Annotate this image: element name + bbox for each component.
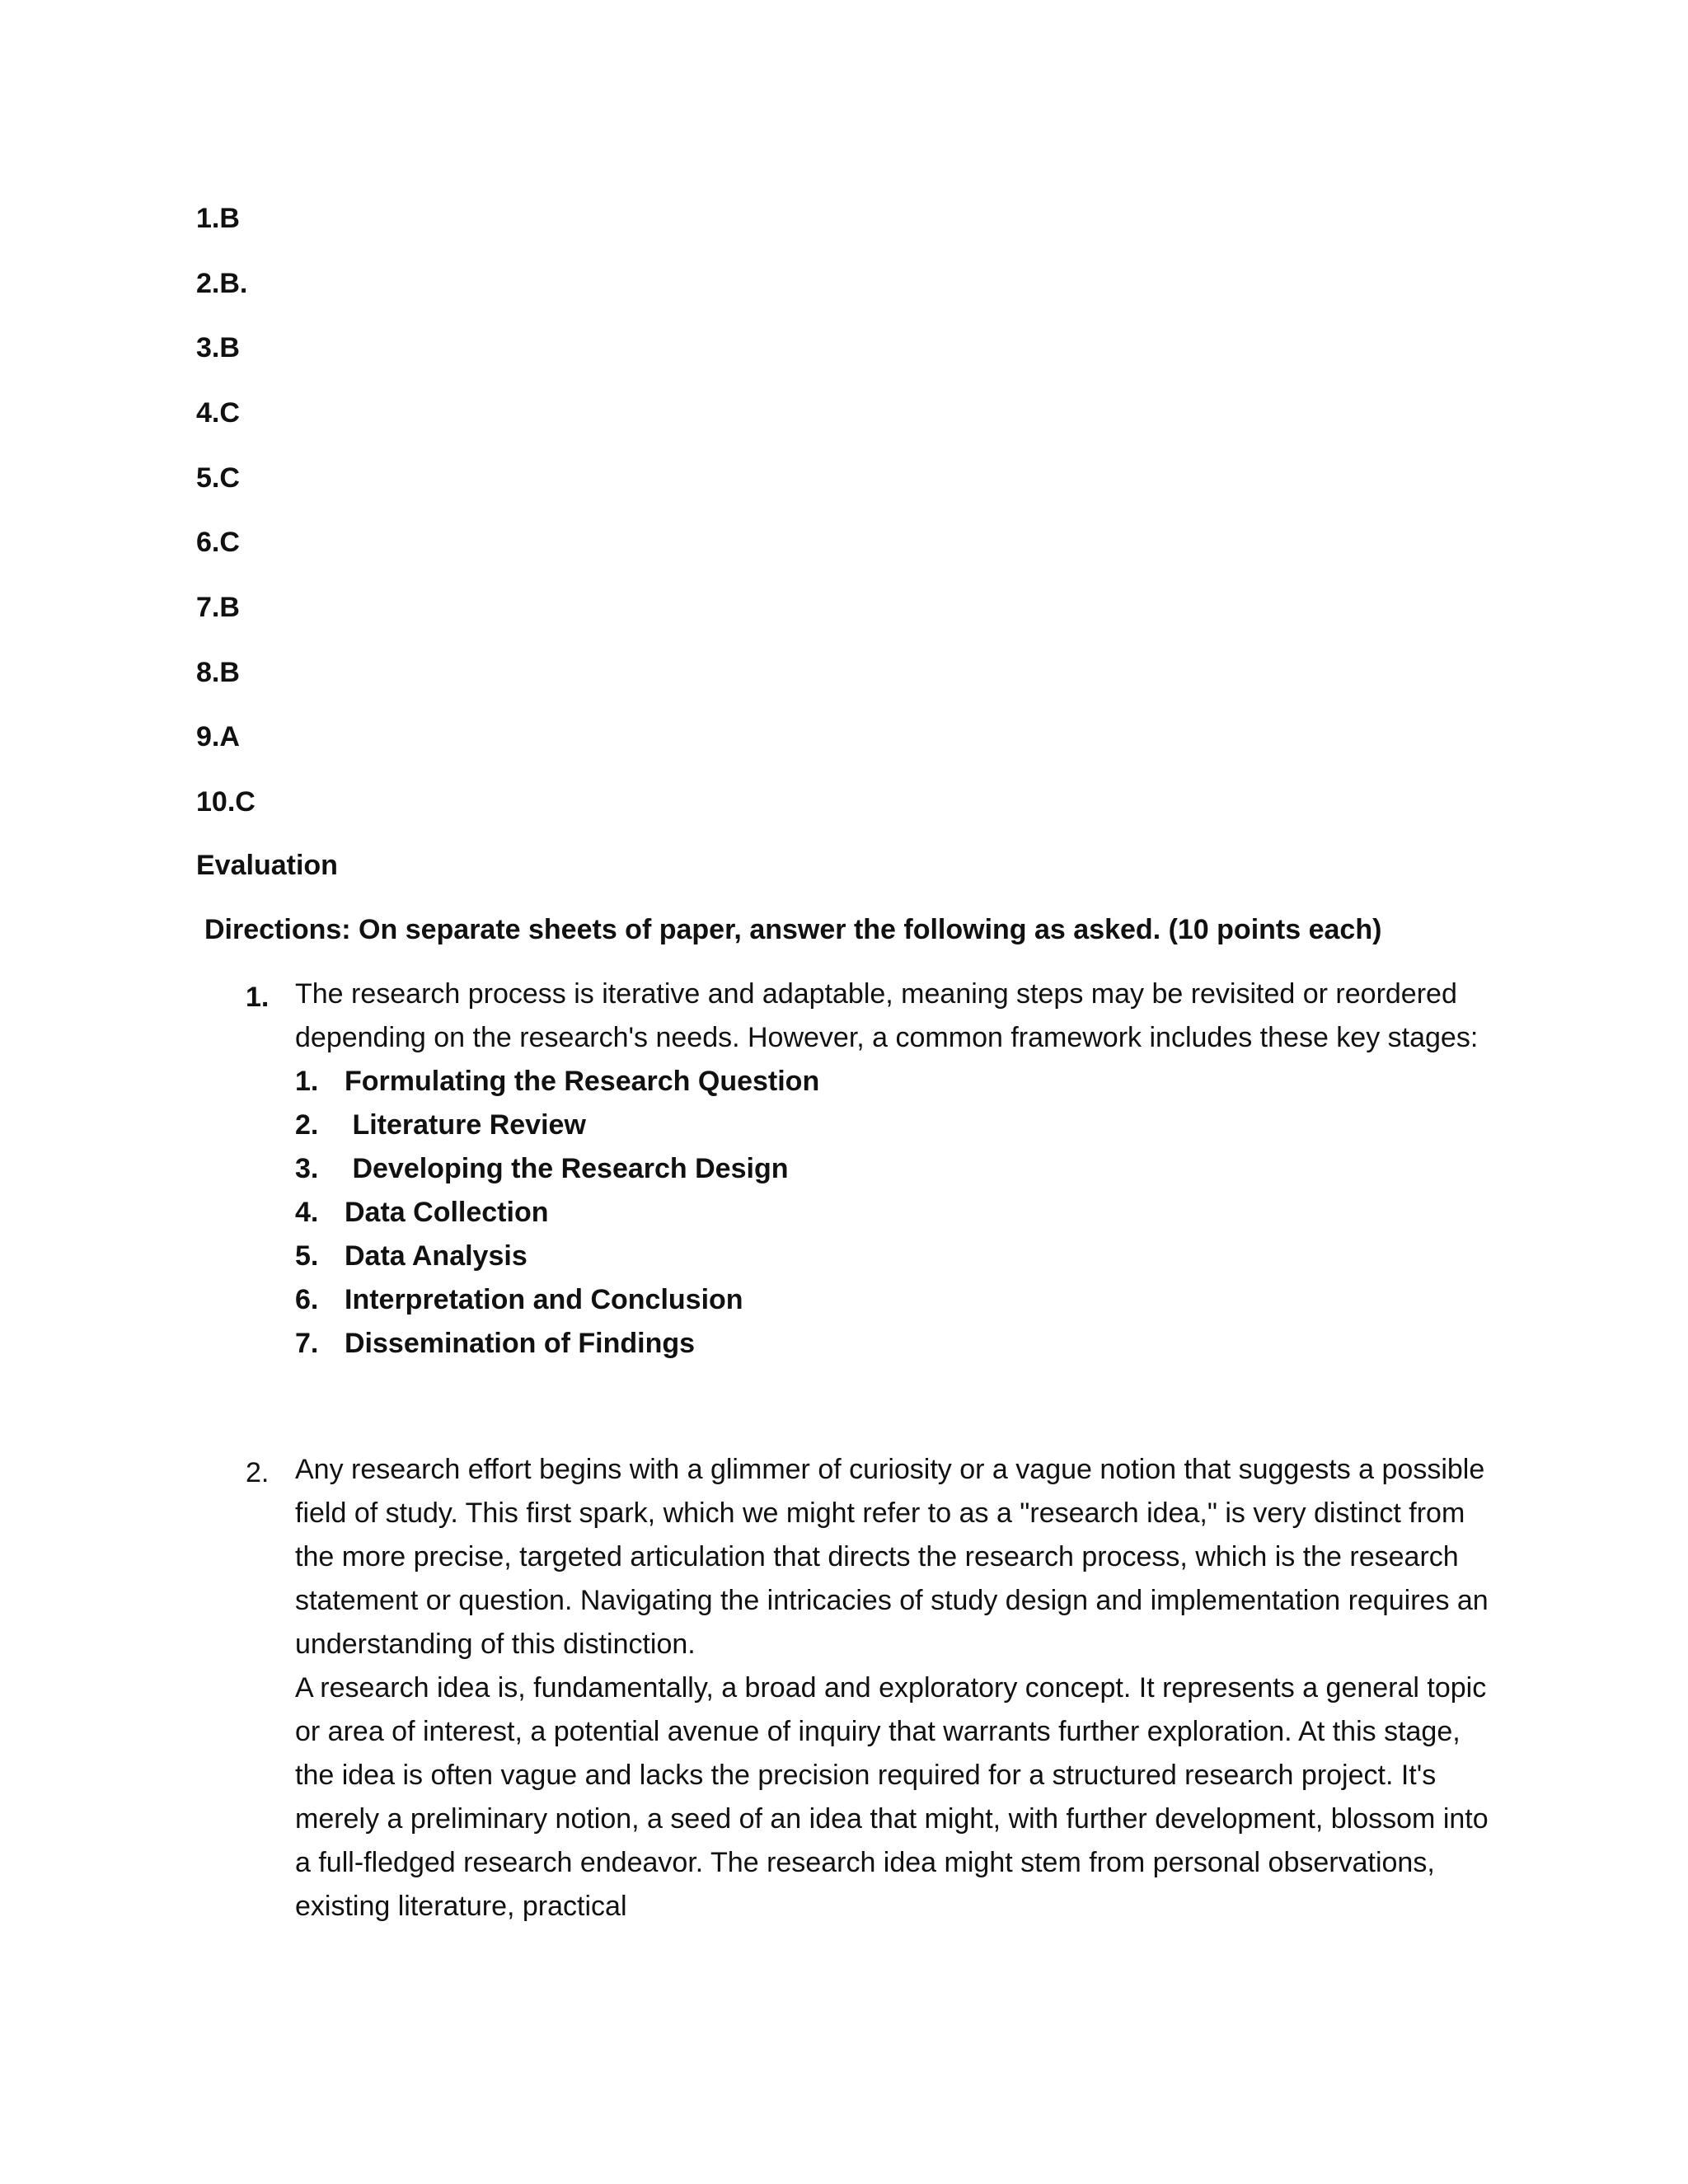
list-item: 5. Data Analysis <box>295 1240 528 1272</box>
directions-text: Directions: On separate sheets of paper, answer the following as asked. (10 points each) <box>204 914 1382 945</box>
research-stages-list <box>295 1060 1498 1366</box>
list-item: 2. Literature Review <box>295 1109 586 1141</box>
answer-1: 1.B <box>196 203 240 234</box>
list-item: 1. Formulating the Research Question <box>295 1066 820 1097</box>
list-item: 7. Dissemination of Findings <box>295 1328 696 1359</box>
question-2-paragraph-1: Any research effort begins with a glimmer of curiosity or a vague notion that suggests a possible field of study. This first spark, which we might refer to as a "research idea," is very distinct from the more precise, targeted articulation that directs the research process, which is the research statement or question. Navigating the intricacies of study design and implementation requires an understanding of this distinction. <box>295 1454 1489 1660</box>
answer-9: 9.A <box>196 721 240 752</box>
answer-2: 2.B. <box>196 268 248 299</box>
question-1-intro: The research process is iterative and adaptable, meaning steps may be revisited or reordered depending on the research's needs. However, a common framework includes these key stages: <box>295 978 1479 1053</box>
question-2-paragraph-2: A research idea is, fundamentally, a broad and exploratory concept. It represents a general topic or area of interest, a potential avenue of inquiry that warrants further exploration. At this stage, the idea is often vague and lacks the precision required for a structured research project. It's merely a preliminary notion, a seed of an idea that might, with further development, blossom into a full-fledged research endeavor. The research idea might stem from personal observations, existing literature, practical <box>295 1672 1489 1922</box>
answer-10: 10.C <box>196 786 256 818</box>
answer-6: 6.C <box>196 527 240 558</box>
answer-3: 3.B <box>196 332 240 363</box>
question-1-body <box>295 972 1498 1366</box>
question-2-body <box>295 1448 1498 1929</box>
question-1-number: 1. <box>246 982 270 1013</box>
list-item: 3. Developing the Research Design <box>295 1153 789 1184</box>
answer-4: 4.C <box>196 397 240 429</box>
list-item: 6. Interpretation and Conclusion <box>295 1284 743 1315</box>
answer-5: 5.C <box>196 462 240 494</box>
question-2-number: 2. <box>246 1457 270 1488</box>
list-item: 4. Data Collection <box>295 1197 549 1228</box>
answer-7: 7.B <box>196 592 240 623</box>
evaluation-heading: Evaluation <box>196 850 338 881</box>
answer-8: 8.B <box>196 657 240 688</box>
